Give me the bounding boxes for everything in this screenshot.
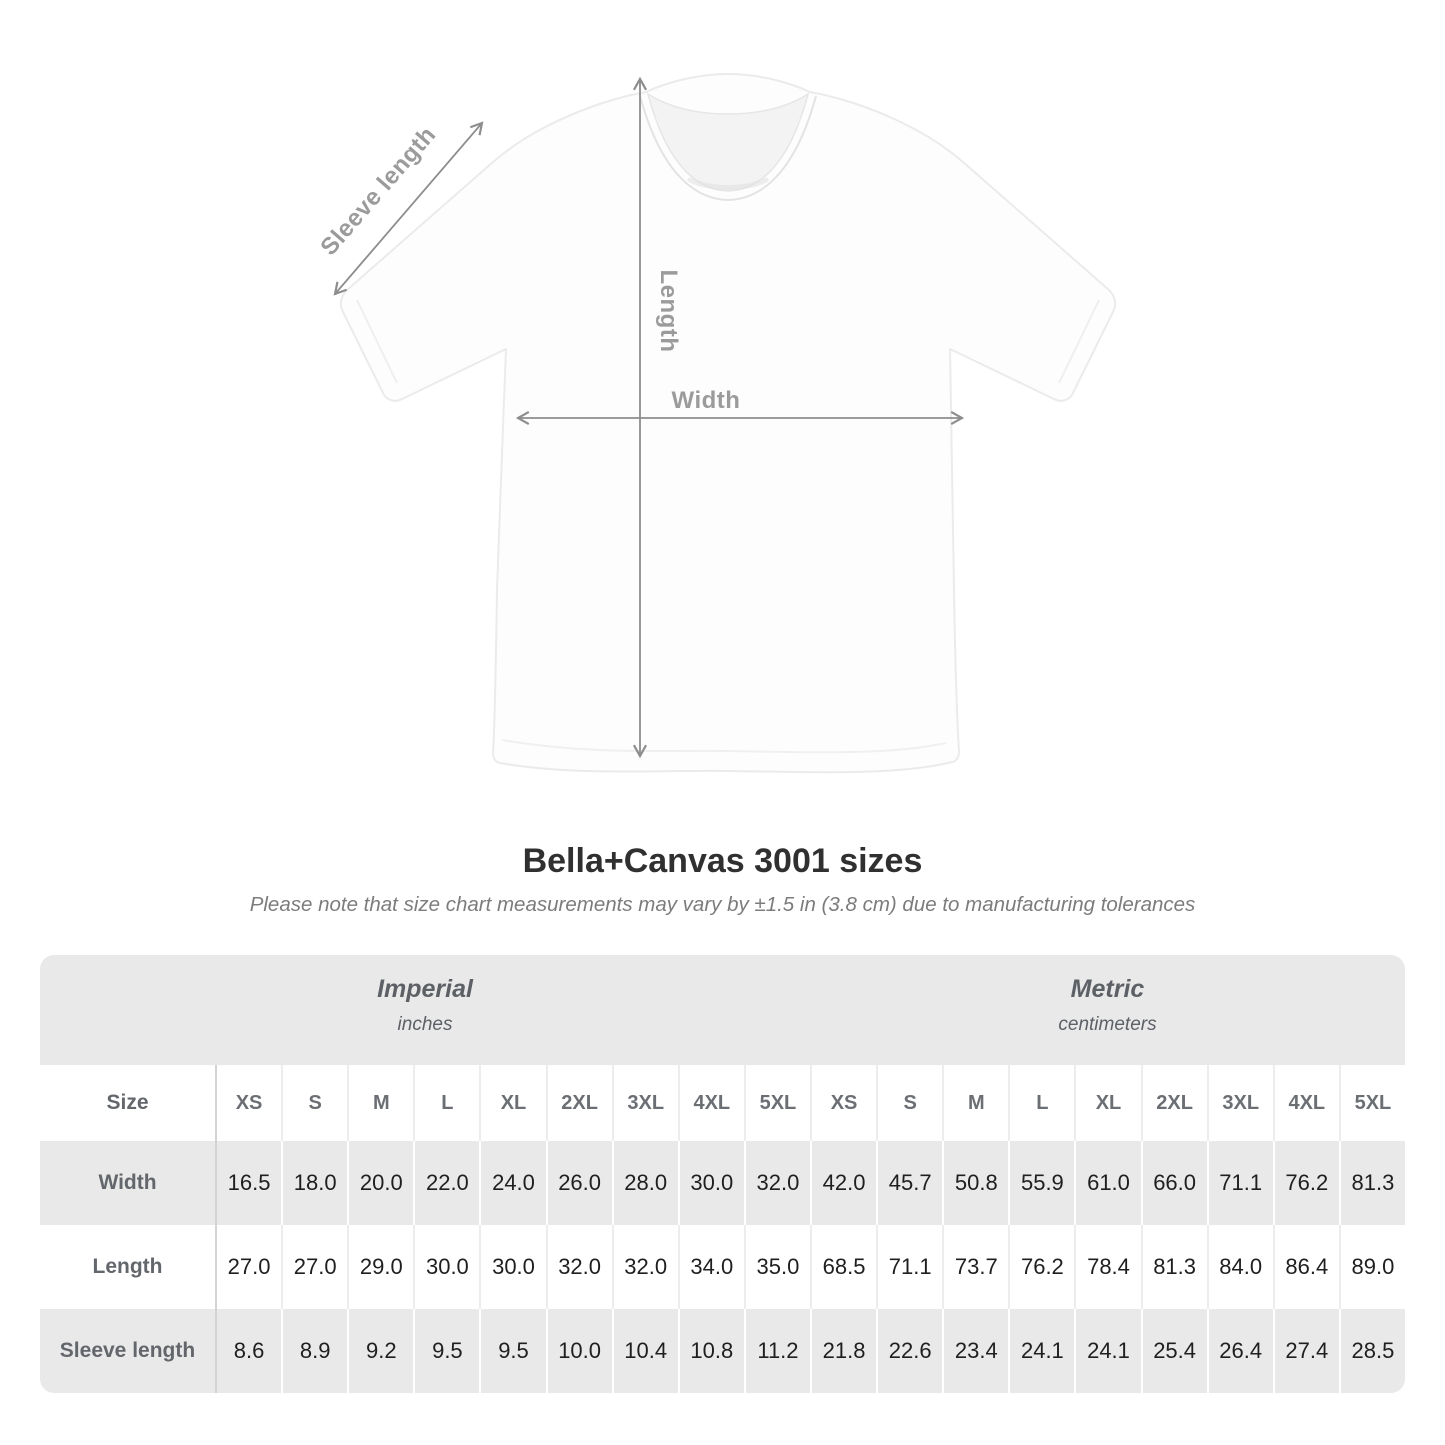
value-cell: 8.9 (281, 1309, 347, 1393)
value-cell: 21.8 (810, 1309, 876, 1393)
value-cell: 10.4 (612, 1309, 678, 1393)
tolerance-note: Please note that size chart measurements may vary by ±1.5 in (3.8 cm) due to manufacturing tolerances (249, 893, 1196, 916)
value-cell: 22.0 (413, 1141, 479, 1225)
size-cell: XS (215, 1065, 281, 1141)
value-cell: 30.0 (479, 1225, 545, 1309)
size-cell: S (876, 1065, 942, 1141)
size-cell: 3XL (1207, 1065, 1273, 1141)
size-cell: XL (1074, 1065, 1140, 1141)
value-cell: 50.8 (942, 1141, 1008, 1225)
table-row-width (40, 1141, 1405, 1225)
value-cell: 76.2 (1273, 1141, 1339, 1225)
value-cell: 68.5 (810, 1225, 876, 1309)
value-cell: 32.0 (744, 1141, 810, 1225)
value-cell: 30.0 (678, 1141, 744, 1225)
table-row-size (40, 1065, 1405, 1141)
value-cell: 27.4 (1273, 1309, 1339, 1393)
value-cell: 61.0 (1074, 1141, 1140, 1225)
value-cell: 25.4 (1141, 1309, 1207, 1393)
value-cell: 71.1 (876, 1225, 942, 1309)
value-cell: 84.0 (1207, 1225, 1273, 1309)
size-cell: L (1008, 1065, 1074, 1141)
size-cell: M (347, 1065, 413, 1141)
value-cell: 10.0 (546, 1309, 612, 1393)
value-cell: 81.3 (1141, 1225, 1207, 1309)
size-cell: 2XL (1141, 1065, 1207, 1141)
length-label: Length (655, 269, 682, 353)
value-cell: 9.5 (479, 1309, 545, 1393)
size-cell: XS (810, 1065, 876, 1141)
value-cell: 24.0 (479, 1141, 545, 1225)
value-cell: 55.9 (1008, 1141, 1074, 1225)
value-cell: 8.6 (215, 1309, 281, 1393)
value-cell: 9.2 (347, 1309, 413, 1393)
value-cell: 16.5 (215, 1141, 281, 1225)
size-cell: L (413, 1065, 479, 1141)
value-cell: 66.0 (1141, 1141, 1207, 1225)
value-cell: 71.1 (1207, 1141, 1273, 1225)
value-cell: 78.4 (1074, 1225, 1140, 1309)
value-cell: 20.0 (347, 1141, 413, 1225)
size-cell: 4XL (1273, 1065, 1339, 1141)
imperial-header (40, 955, 810, 1065)
value-cell: 26.4 (1207, 1309, 1273, 1393)
value-cell: 32.0 (612, 1225, 678, 1309)
value-cell: 76.2 (1008, 1225, 1074, 1309)
size-table (40, 955, 1405, 1393)
value-cell: 22.6 (876, 1309, 942, 1393)
value-cell: 29.0 (347, 1225, 413, 1309)
size-cell: S (281, 1065, 347, 1141)
row-label: Width (98, 1171, 157, 1194)
value-cell: 35.0 (744, 1225, 810, 1309)
row-label: Sleeve length (59, 1339, 196, 1362)
table-row-length (40, 1225, 1405, 1309)
value-cell: 9.5 (413, 1309, 479, 1393)
size-cell: 5XL (1339, 1065, 1405, 1141)
value-cell: 30.0 (413, 1225, 479, 1309)
imperial-unit: inches (397, 1014, 453, 1035)
unit-header-band (40, 955, 1405, 1065)
value-cell: 81.3 (1339, 1141, 1405, 1225)
imperial-label: Imperial (377, 975, 473, 1003)
value-cell: 28.0 (612, 1141, 678, 1225)
value-cell: 23.4 (942, 1309, 1008, 1393)
metric-unit: centimeters (1058, 1014, 1157, 1035)
metric-header (810, 955, 1405, 1065)
size-cell: 4XL (678, 1065, 744, 1141)
value-cell: 27.0 (215, 1225, 281, 1309)
size-cell: XL (479, 1065, 545, 1141)
value-cell: 26.0 (546, 1141, 612, 1225)
value-cell: 45.7 (876, 1141, 942, 1225)
value-cell: 24.1 (1008, 1309, 1074, 1393)
sleeve-length-label: Sleeve length (315, 121, 442, 261)
value-cell: 18.0 (281, 1141, 347, 1225)
value-cell: 86.4 (1273, 1225, 1339, 1309)
value-cell: 32.0 (546, 1225, 612, 1309)
row-label: Size (106, 1091, 149, 1114)
page-title: Bella+Canvas 3001 sizes (522, 842, 923, 880)
size-cell: M (942, 1065, 1008, 1141)
size-cell: 2XL (546, 1065, 612, 1141)
value-cell: 34.0 (678, 1225, 744, 1309)
value-cell: 42.0 (810, 1141, 876, 1225)
value-cell: 89.0 (1339, 1225, 1405, 1309)
metric-label: Metric (1070, 975, 1145, 1003)
value-cell: 24.1 (1074, 1309, 1140, 1393)
value-cell: 11.2 (744, 1309, 810, 1393)
value-cell: 27.0 (281, 1225, 347, 1309)
row-label: Length (92, 1255, 163, 1278)
size-cell: 3XL (612, 1065, 678, 1141)
table-row-sleeve-length (40, 1309, 1405, 1393)
value-cell: 10.8 (678, 1309, 744, 1393)
width-label: Width (671, 387, 741, 414)
tshirt-illustration (341, 74, 1115, 772)
value-cell: 28.5 (1339, 1309, 1405, 1393)
size-cell: 5XL (744, 1065, 810, 1141)
value-cell: 73.7 (942, 1225, 1008, 1309)
